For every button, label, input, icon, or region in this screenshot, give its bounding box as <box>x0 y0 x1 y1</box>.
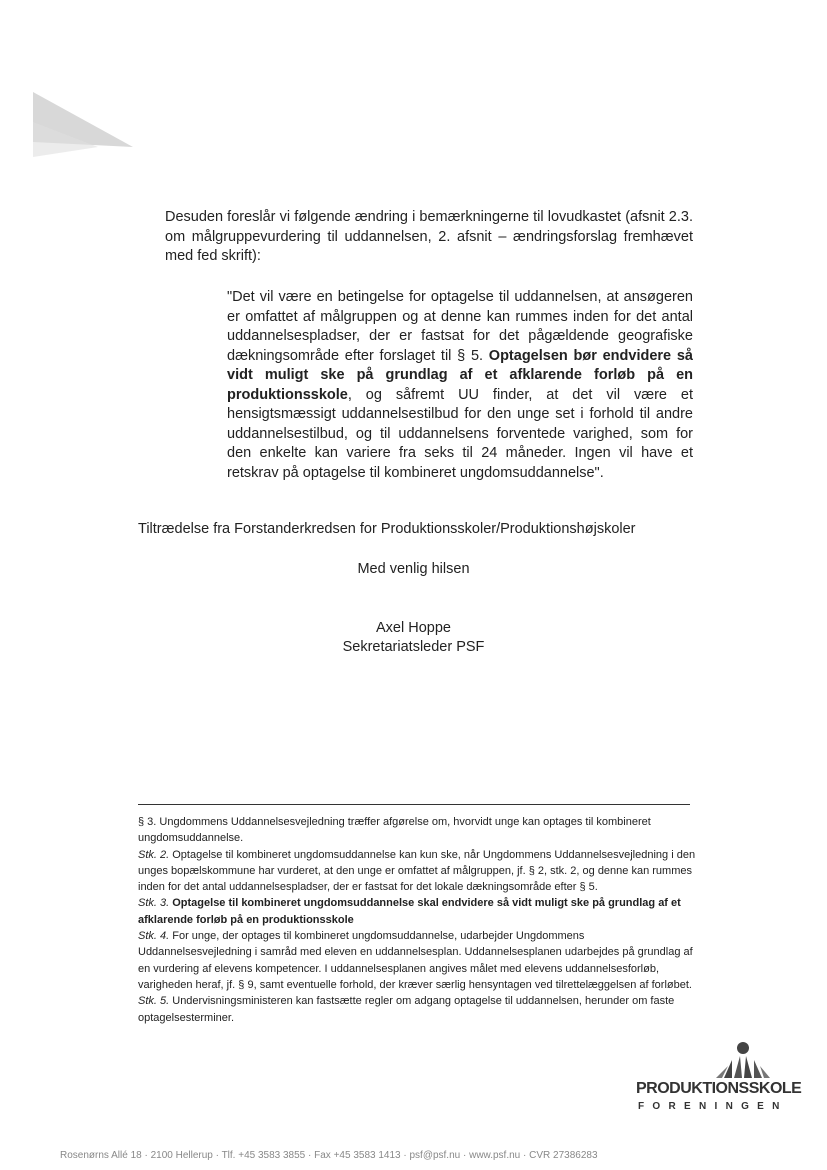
stk-3-label: Stk. 3. <box>138 897 170 910</box>
stk-2-text: Optagelse til kombineret ungdomsuddannelse kan kun ske, når Ungdommens Uddannelsesvejledning i den unges bopælskommune har vurderet, at den unge er omfattet af målgruppen, jf. § 2, stk. 2, og denne kan rummes inden for det antal uddannelsespladser, der er fastsat for det lokale dækningsområde efter § 5. <box>138 848 696 894</box>
signatory-name: Axel Hoppe <box>376 620 451 636</box>
intro-paragraph: Desuden foreslår vi følgende ændring i bemærkningerne til lovudkastet (afsnit 2.3. om målgruppevurdering til uddannelsen, 2. afsnit – ændringsforslag fremhævet med fed skrift): <box>165 209 693 264</box>
footnote-paragraph-3: § 3. Ungdommens Uddannelsesvejledning træffer afgørelse om, hvorvidt unge kan optages til kombineret ungdomsuddannelse. <box>138 816 651 845</box>
signatory-title: Sekretariatsleder PSF <box>342 639 485 655</box>
closing-greeting: Med venlig hilsen <box>357 561 470 577</box>
stk-3-text: Optagelse til kombineret ungdomsuddannelse skal endvidere så vidt muligt ske på grundlag af et afklarende forløb på en produktionsskole <box>138 897 681 926</box>
stk-4-label: Stk. 4. <box>138 930 170 943</box>
stk-5-label: Stk. 5. <box>138 995 170 1008</box>
footnote-stk-2 <box>138 847 698 896</box>
footnotes <box>138 814 698 1026</box>
footnote-divider <box>138 804 690 805</box>
stk-5-text: Undervisningsministeren kan fastsætte regler om adgang optagelse til uddannelsen, herunder om faste optagelsesterminer. <box>138 995 675 1024</box>
footnote-stk-5 <box>138 993 698 1026</box>
footer-contact-line: Rosenørns Allé 18 · 2100 Hellerup · Tlf. +45 3583 3855 · Fax +45 3583 1413 · psf@psf.nu · www.psf.nu · CVR 27386283 <box>60 1150 598 1161</box>
footnote-stk-3 <box>138 895 698 928</box>
endorsement-line: Tiltrædelse fra Forstanderkredsen for Produktionsskoler/Produktionshøjskoler <box>138 521 636 537</box>
quote-text-part1: "Det vil være en betingelse for optagelse til uddannelsen, at ansøgeren er omfattet af målgruppen og at denne kan rummes inden for det antal uddannelsespladser, der er fastsat for det pågældende geografiske dækningsområde efter forslaget til § 5. <box>227 289 693 364</box>
footnote-stk-4 <box>138 928 698 993</box>
stk-2-label: Stk. 2. <box>138 848 170 861</box>
quote-text-part2: , og såfremt UU finder, at det vil være et hensigtsmæssigt uddannelsestilbud for den unge set i forhold til andre uddannelsestilbud, og til uddannelsens forventede varighed, som for den enkelte kan variere fra seks til 24 måneder. Ingen vil have et retskrav på optagelse til kombineret ungdomsuddannelse". <box>227 386 693 481</box>
quoted-amendment <box>227 288 693 483</box>
stk-4-text: For unge, der optages til kombineret ungdomsuddannelse, udarbejder Ungdommens Uddannelsesvejledning i samråd med eleven en uddannelsesplan. Uddannelsesplanen udarbejdes på grundlag af en vurdering af elevens kompetencer. I uddannelsesplanen angives målet med elevens uddannelsesforløb, varigheden heraf, jf. § 9, samt eventuelle forhold, der kræver særlig hensyntagen ved tilrettelæggelsen af forløbet. <box>138 930 693 991</box>
logo-subtitle: FORENINGEN <box>638 1101 788 1112</box>
quote-bold-amendment: Optagelsen bør endvidere så vidt muligt ske på grundlag af et afklarende forløb på en produktionsskole <box>227 347 693 403</box>
logo-wordmark: PRODUKTIONSSKOLE <box>636 1080 802 1097</box>
corner-stamp-graphic <box>33 92 133 162</box>
